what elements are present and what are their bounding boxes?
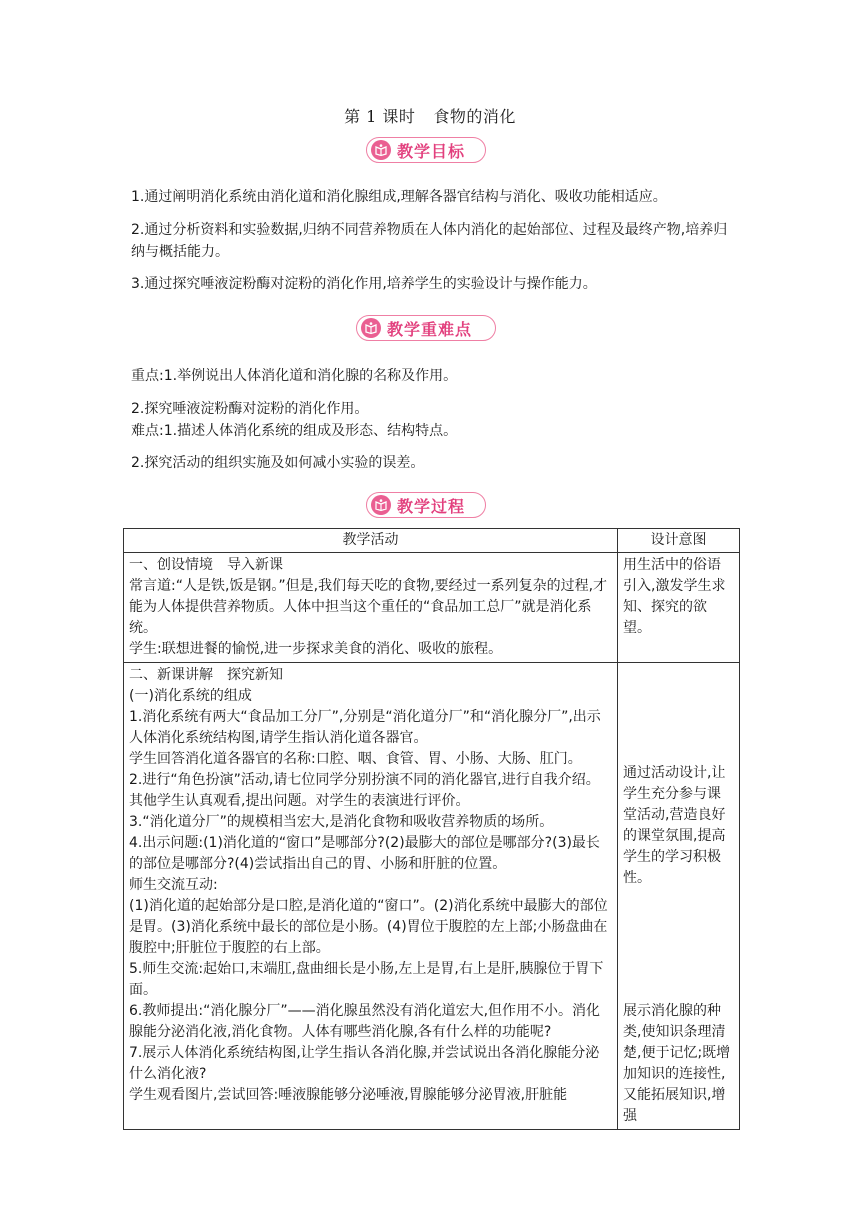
intent-cell [618,663,740,1130]
objectives-banner [366,137,486,163]
lesson-process-table [123,528,740,1130]
activity-text: 学生观看图片,尝试回答:唾液腺能够分泌唾液,胃腺能够分泌胃液,肝脏能 [129,1087,568,1103]
activity-text: 4.出示问题:(1)消化道的“窗口”是哪部分?(2)最膨大的部位是哪部分?(3)最长的部位是哪部分?(4)尝试指出自己的胃、小肠和肝脏的位置。 [129,835,600,872]
key-point-4: 2.探究活动的组织实施及如何减小实验的误差。 [131,455,425,471]
subsection-heading: (一)消化系统的组成 [129,688,252,704]
intent-text: 展示消化腺的种类,使知识条理清楚,便于记忆;既增加知识的连接性,又能拓展知识,增强 [623,1003,731,1124]
activity-cell [124,663,618,1130]
lesson-topic: 食物的消化 [433,107,516,126]
activity-text: 2.进行“角色扮演”活动,请七位同学分别扮演不同的消化器官,进行自我介绍。其他学生认真观看,提出问题。对学生的表演进行评价。 [129,772,600,809]
activity-text: 学生:联想进餐的愉悦,进一步探求美食的消化、吸收的旅程。 [129,641,503,657]
process-banner-label: 教学过程 [397,496,466,516]
activity-text: 3.“消化道分厂”的规模相当宏大,是消化食物和吸收营养物质的场所。 [129,814,554,830]
objective-1: 1.通过阐明消化系统由消化道和消化腺组成,理解各器官结构与消化、吸收功能相适应。 [131,189,667,205]
activity-text: 师生交流互动: [129,877,218,893]
objective-3: 3.通过探究唾液淀粉酶对淀粉的消化作用,培养学生的实验设计与操作能力。 [131,276,597,292]
activity-text: (1)消化道的起始部分是口腔,是消化道的“窗口”。(2)消化系统中最膨大的部位是胃。(3)消化系统中最长的部位是小肠。(4)胃位于腹腔的左上部;小肠盘曲在腹腔中;肝脏位于腹腔的右上部。 [129,898,608,956]
book-emblem-icon [371,495,391,515]
activity-text: 6.教师提出:“消化腺分厂”——消化腺虽然没有消化道宏大,但作用不小。消化腺能分泌消化液,消化食物。人体有哪些消化腺,各有什么样的功能呢? [129,1003,601,1040]
key-points-banner-label: 教学重难点 [387,319,473,339]
activity-text: 7.展示人体消化系统结构图,让学生指认各消化腺,并尝试说出各消化腺能分泌什么消化液? [129,1045,600,1082]
key-points-banner [356,315,496,341]
process-banner [366,492,486,518]
key-point-3: 难点:1.描述人体消化系统的组成及形态、结构特点。 [131,423,458,439]
section-heading: 一、创设情境 导入新课 [129,557,283,573]
objective-2: 2.通过分析资料和实验数据,归纳不同营养物质在人体内消化的起始部位、过程及最终产物,培养归纳与概括能力。 [131,222,728,260]
table-row [124,553,740,663]
lesson-number: 第 1 课时 [344,107,416,126]
key-point-1: 重点:1.举例说出人体消化道和消化腺的名称及作用。 [131,368,458,384]
table-row [124,663,740,1130]
activity-text: 1.消化系统有两大“食品加工分厂”,分别是“消化道分厂”和“消化腺分厂”,出示人体消化系统结构图,请学生指认消化道各器官。 [129,709,601,746]
table-header-row [124,529,740,553]
intent-text: 通过活动设计,让学生充分参与课堂活动,营造良好的课堂氛围,提高学生的学习积极性。 [623,765,726,886]
activity-text: 常言道:“人是铁,饭是钢。”但是,我们每天吃的食物,要经过一系列复杂的过程,才能为人体提供营养物质。人体中担当这个重任的“食品加工总厂”就是消化系统。 [129,578,608,636]
objectives-banner-label: 教学目标 [397,141,466,161]
book-emblem-icon [361,318,381,338]
page-title [0,104,860,127]
activity-text: 学生回答消化道各器官的名称:口腔、咽、食管、胃、小肠、大肠、肛门。 [129,751,582,767]
column-header-intent: 设计意图 [618,529,740,553]
book-emblem-icon [371,140,391,160]
section-heading: 二、新课讲解 探究新知 [129,667,283,683]
activity-text: 5.师生交流:起始口,末端肛,盘曲细长是小肠,左上是胃,右上是肝,胰腺位于胃下面。 [129,961,604,998]
intent-cell: 用生活中的俗语引入,激发学生求知、探究的欲望。 [618,553,740,663]
activity-cell [124,553,618,663]
column-header-activity: 教学活动 [124,529,618,553]
key-point-2: 2.探究唾液淀粉酶对淀粉的消化作用。 [131,401,369,417]
